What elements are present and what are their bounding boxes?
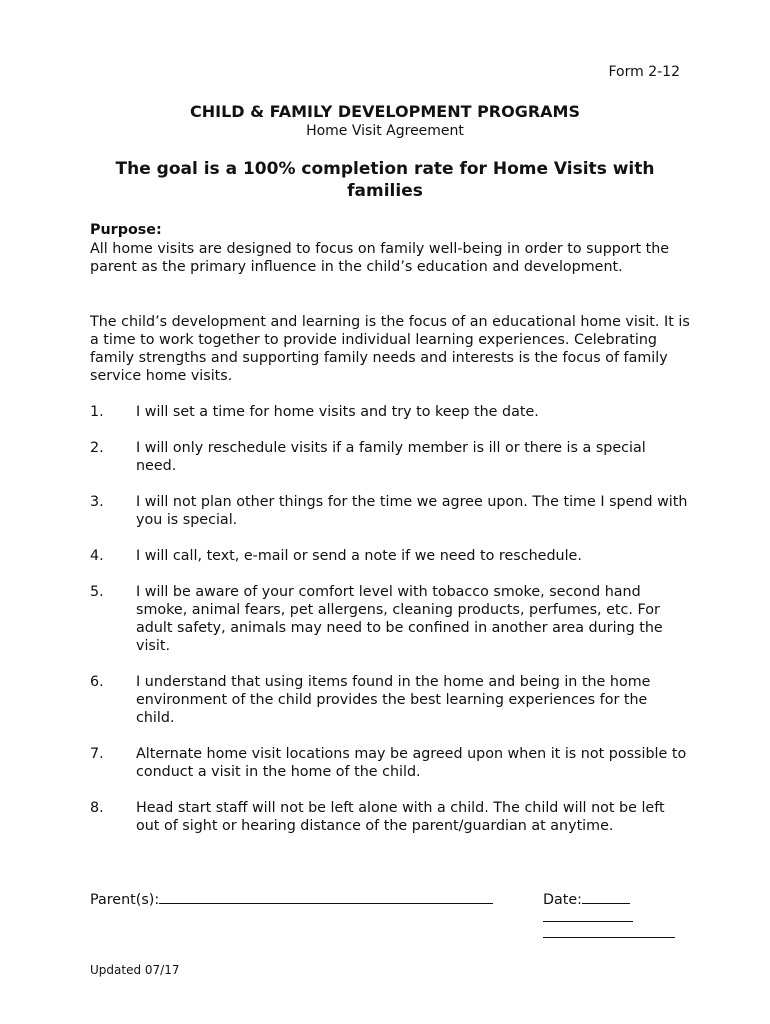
goal-statement: The goal is a 100% completion rate for Home Visits with families	[115, 159, 655, 201]
agreement-item	[90, 403, 690, 421]
item-text: Alternate home visit locations may be agreed upon when it is not possible to conduct a visit in the home of the child.	[136, 746, 687, 780]
agreement-item	[90, 493, 690, 529]
item-text: I will not plan other things for the time we agree upon. The time I spend with you is special.	[136, 494, 688, 528]
purpose-paragraph: The child’s development and learning is the focus of an educational home visit. It is a time to work together to provide individual learning experiences. Celebrating family strengths and supporting family needs and interests is the focus of family service home visits.	[90, 314, 690, 384]
purpose-paragraph: All home visits are designed to focus on family well-being in order to support the parent as the primary influence in the child’s education and development.	[90, 241, 670, 275]
date-label: Date:	[543, 892, 582, 908]
parent-signature-line[interactable]	[159, 889, 493, 904]
item-text: I will only reschedule visits if a family member is ill or there is a special need.	[136, 440, 646, 474]
item-number: 3.	[90, 494, 104, 510]
item-number: 6.	[90, 674, 104, 690]
agreement-item	[90, 745, 690, 781]
item-number: 4.	[90, 548, 104, 564]
item-text: I will set a time for home visits and try to keep the date.	[136, 404, 539, 420]
agreement-item	[90, 547, 690, 565]
document-subtitle: Home Visit Agreement	[306, 123, 464, 139]
agreement-list	[90, 403, 690, 853]
item-number: 2.	[90, 440, 104, 456]
item-number: 5.	[90, 584, 104, 600]
item-text: I understand that using items found in the home and being in the home environment of the child provides the best learning experiences for the child.	[136, 674, 651, 726]
item-number: 8.	[90, 800, 104, 816]
purpose-label: Purpose:	[90, 222, 162, 238]
signature-line-extra[interactable]	[543, 936, 675, 938]
agreement-item	[90, 673, 690, 727]
item-text: Head start staff will not be left alone with a child. The child will not be left out of sight or hearing distance of the parent/guardian at anytime.	[136, 800, 665, 834]
agreement-item	[90, 439, 690, 475]
item-number: 1.	[90, 404, 104, 420]
parent-signature-row	[90, 889, 493, 908]
updated-date: Updated 07/17	[90, 963, 180, 977]
item-text: I will be aware of your comfort level with tobacco smoke, second hand smoke, animal fears, pet allergens, cleaning products, perfumes, etc. For adult safety, animals may need to be confined in another area during the visit.	[136, 584, 663, 654]
agreement-item	[90, 583, 690, 655]
date-line-extra[interactable]	[543, 920, 633, 922]
document-title: CHILD & FAMILY DEVELOPMENT PROGRAMS	[190, 102, 580, 121]
date-row	[543, 889, 630, 908]
agreement-item	[90, 799, 690, 835]
item-number: 7.	[90, 746, 104, 762]
form-number: Form 2-12	[608, 64, 680, 80]
date-line[interactable]	[582, 889, 630, 904]
parent-label: Parent(s):	[90, 892, 160, 908]
item-text: I will call, text, e-mail or send a note if we need to reschedule.	[136, 548, 582, 564]
